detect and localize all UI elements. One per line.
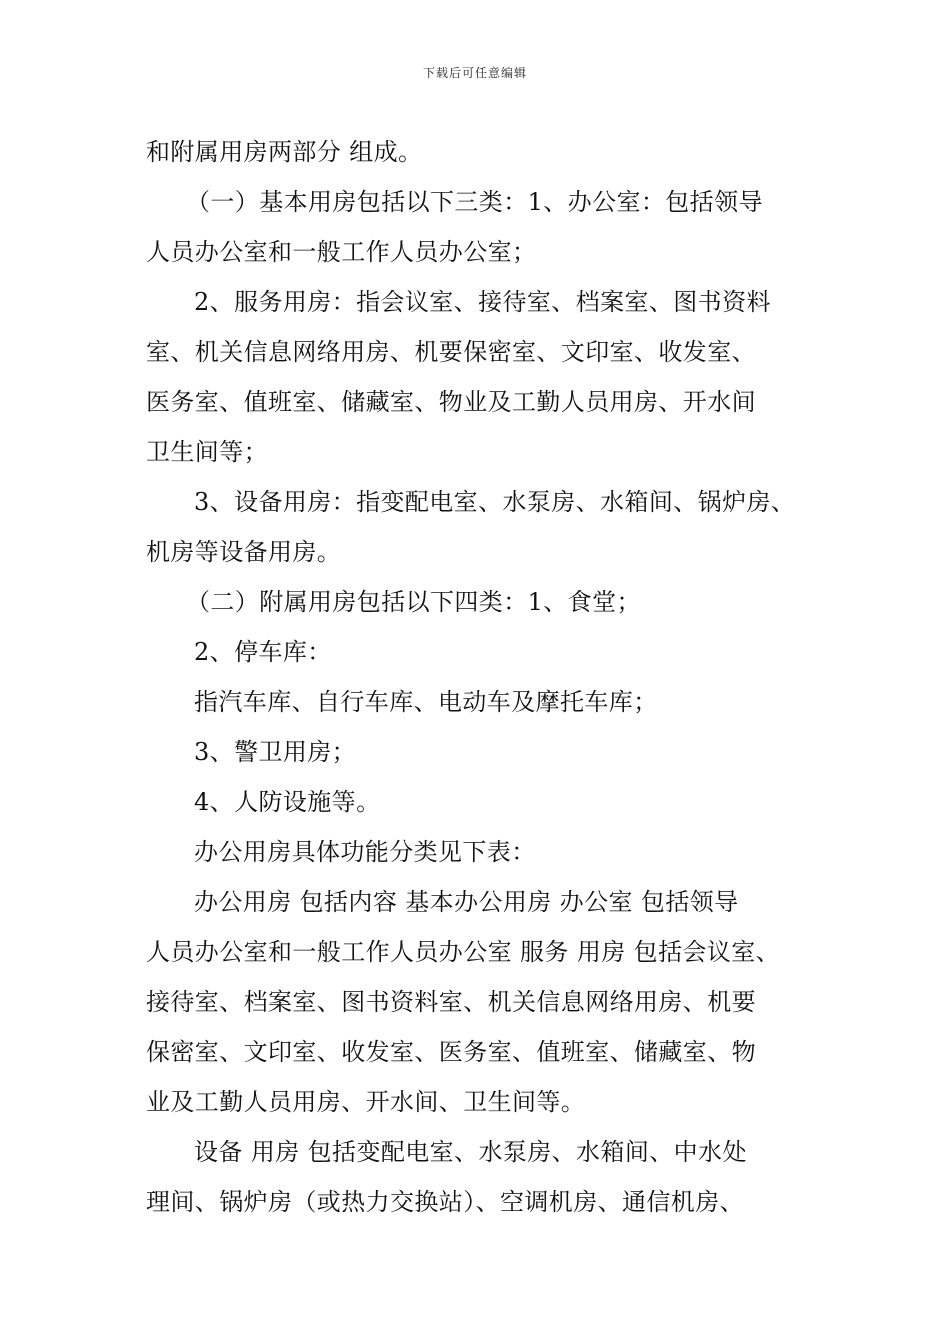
text-line-13: 3、警卫用房；	[194, 738, 357, 766]
text-line-21: 设备 用房 包括变配电室、水泵房、水箱间、中水处	[194, 1138, 747, 1166]
text-line-7: 卫生间等；	[146, 438, 268, 466]
text-line-18: 接待室、档案室、图书资料室、机关信息网络用房、机要	[146, 988, 756, 1016]
text-line-15: 办公用房具体功能分类见下表：	[194, 838, 536, 866]
text-line-9: 机房等设备用房。	[146, 538, 342, 566]
text-line-6: 医务室、值班室、储藏室、物业及工勤人员用房、开水间	[146, 388, 756, 416]
text-line-22: 理间、锅炉房（或热力交换站）、空调机房、通信机房、	[146, 1188, 744, 1216]
text-line-19: 保密室、文印室、收发室、医务室、值班室、储藏室、物	[146, 1038, 756, 1066]
text-line-4: 2、服务用房：指会议室、接待室、档案室、图书资料	[194, 288, 771, 316]
text-line-11: 2、停车库：	[194, 638, 332, 666]
text-line-8: 3、设备用房：指变配电室、水泵房、水箱间、锅炉房、	[194, 488, 796, 516]
text-line-1: 和附属用房两部分 组成。	[146, 138, 423, 166]
text-line-10: （二）附属用房包括以下四类：1、食堂；	[186, 588, 641, 616]
text-line-20: 业及工勤人员用房、开水间、卫生间等。	[146, 1088, 586, 1116]
text-line-16: 办公用房 包括内容 基本办公用房 办公室 包括领导	[194, 888, 739, 916]
text-line-5: 室、机关信息网络用房、机要保密室、文印室、收发室、	[146, 338, 756, 366]
text-line-12: 指汽车库、自行车库、电动车及摩托车库；	[194, 688, 658, 716]
text-line-2: （一）基本用房包括以下三类：1、办公室：包括领导	[186, 188, 763, 216]
document-body	[146, 127, 836, 1227]
text-line-14: 4、人防设施等。	[194, 788, 381, 816]
text-line-17: 人员办公室和一般工作人员办公室 服务 用房 包括会议室、	[146, 938, 781, 966]
text-line-3: 人员办公室和一般工作人员办公室；	[146, 238, 537, 266]
page-header-note: 下载后可任意编辑	[422, 66, 527, 80]
